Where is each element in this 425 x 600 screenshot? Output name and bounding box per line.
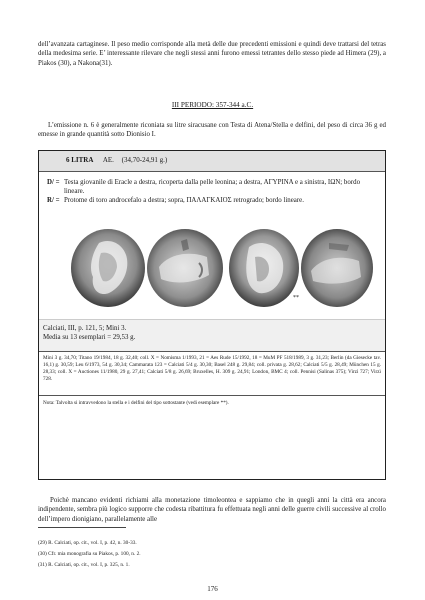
section-paragraph: L’emissione n. 6 è generalmente riconiata su litre siracusane con Testa di Atena/Stella e delfini, del peso di circa 36 g ed emesse in grande quantità sotto Dionisio I.	[38, 122, 386, 139]
closing-paragraph: Poichè mancano evidenti richiami alla monetazione timoleontea e sappiamo che in quegli anni la città era ancora indipendente, sembra più logico supporre che codesta ribattitura fu effettuata negli anni delle guerre civili successive al crollo dell’impero dionigiano, parallelamente alle	[38, 497, 386, 523]
obverse-text: Testa giovanile di Eracle a destra, ricoperta dalla pelle leonina; a destra, ΑΓΥΡΙΝΑ e a sinistra, ΙΩΝ; bordo lineare.	[64, 179, 361, 195]
section-title: III PERIODO: 357-344 a.C.	[171, 101, 254, 109]
photo-marker: **	[293, 295, 299, 301]
catalog-line-1: Calciati, III, p. 121, 5; Mini 3.	[43, 325, 127, 332]
coin-note	[39, 395, 385, 412]
coin-photo-reverse-2	[299, 227, 375, 309]
footnote-31: (31) R. Calciati, op. cit., vol. I, p. 325, n. 1.	[38, 562, 130, 568]
coin-number: 6	[66, 156, 70, 164]
coin-photo-obverse-2	[227, 227, 301, 309]
reverse-description	[47, 197, 377, 206]
obverse-description	[47, 179, 377, 197]
footnote-30: (30) Cfr. mia monografia su Piakos, p. 100, n. 2.	[38, 551, 141, 557]
specimen-references: Mini 3 g. 34,70; Titano 19/1984, 18 g. 32,40; coll. X = Nomisma 1/1993, 21 = Aes Rude 15/1992, 18 = MuM PF 518/1989, 3 g. 31,23; Berlin (da Giesecke tav. 16,1) g. 30,59; Leu 6/1973, 54 g. 30,34; Cammarata 123 = Calciati 5/4 g. 30,30; Basel 248 g. 29,84; coll. privata g. 28,62; Calciati 5/5 g. 28,49; München 15 g. 28,33; coll. X = Auctiones 11/1980, 29 g. 27,41; Calciati 5/8 g. 26,69; Bruxelles, H. 309 g. 24,91; London, BMC 4; coll. Pennisi (Salinas 375); Virzì 727; Virzì 728.	[43, 355, 381, 382]
reverse-label: R/ =	[47, 197, 60, 204]
catalog-line-2: Media su 13 esemplari = 29,53 g.	[43, 334, 136, 341]
coin-catalog-box	[38, 150, 386, 480]
obverse-label: D/ =	[47, 179, 60, 186]
coin-denomination: LITRA	[71, 156, 94, 164]
coin-photo-obverse-1	[69, 227, 147, 309]
coin-header	[39, 151, 385, 172]
coin-photo-reverse-1	[145, 227, 225, 309]
catalog-reference	[39, 319, 385, 352]
coin-photos	[49, 221, 375, 315]
coin-metal: AE.	[102, 156, 114, 164]
page-number: 176	[207, 585, 218, 593]
coin-note-text: Nota: Talvolta si intravvedono la stella e i delfini del tipo sottostante (vedi esemplare **).	[43, 400, 229, 406]
footnote-rule	[38, 527, 126, 528]
coin-weight: (34,70-24,91 g.)	[121, 156, 168, 164]
reverse-text: Protome di toro androcefalo a destra; sopra, ΠΑΛΑΓΚΑΙΟΣ retrogrado; bordo lineare.	[64, 197, 304, 204]
footnote-29: (29) R. Calciati, op. cit., vol. I, p. 42, n. 30-33.	[38, 540, 137, 546]
intro-paragraph: dell’avanzata cartaginese. Il peso medio corrisponde alla metà delle due precedenti emissioni e quindi deve trattarsi del tetras della medesima serie. E’ interessante rilevare che negli stessi anni furono emessi tetrantes dello stesso piede ad Himera (29), a Piakos (30), a Nakona(31).	[38, 41, 386, 67]
